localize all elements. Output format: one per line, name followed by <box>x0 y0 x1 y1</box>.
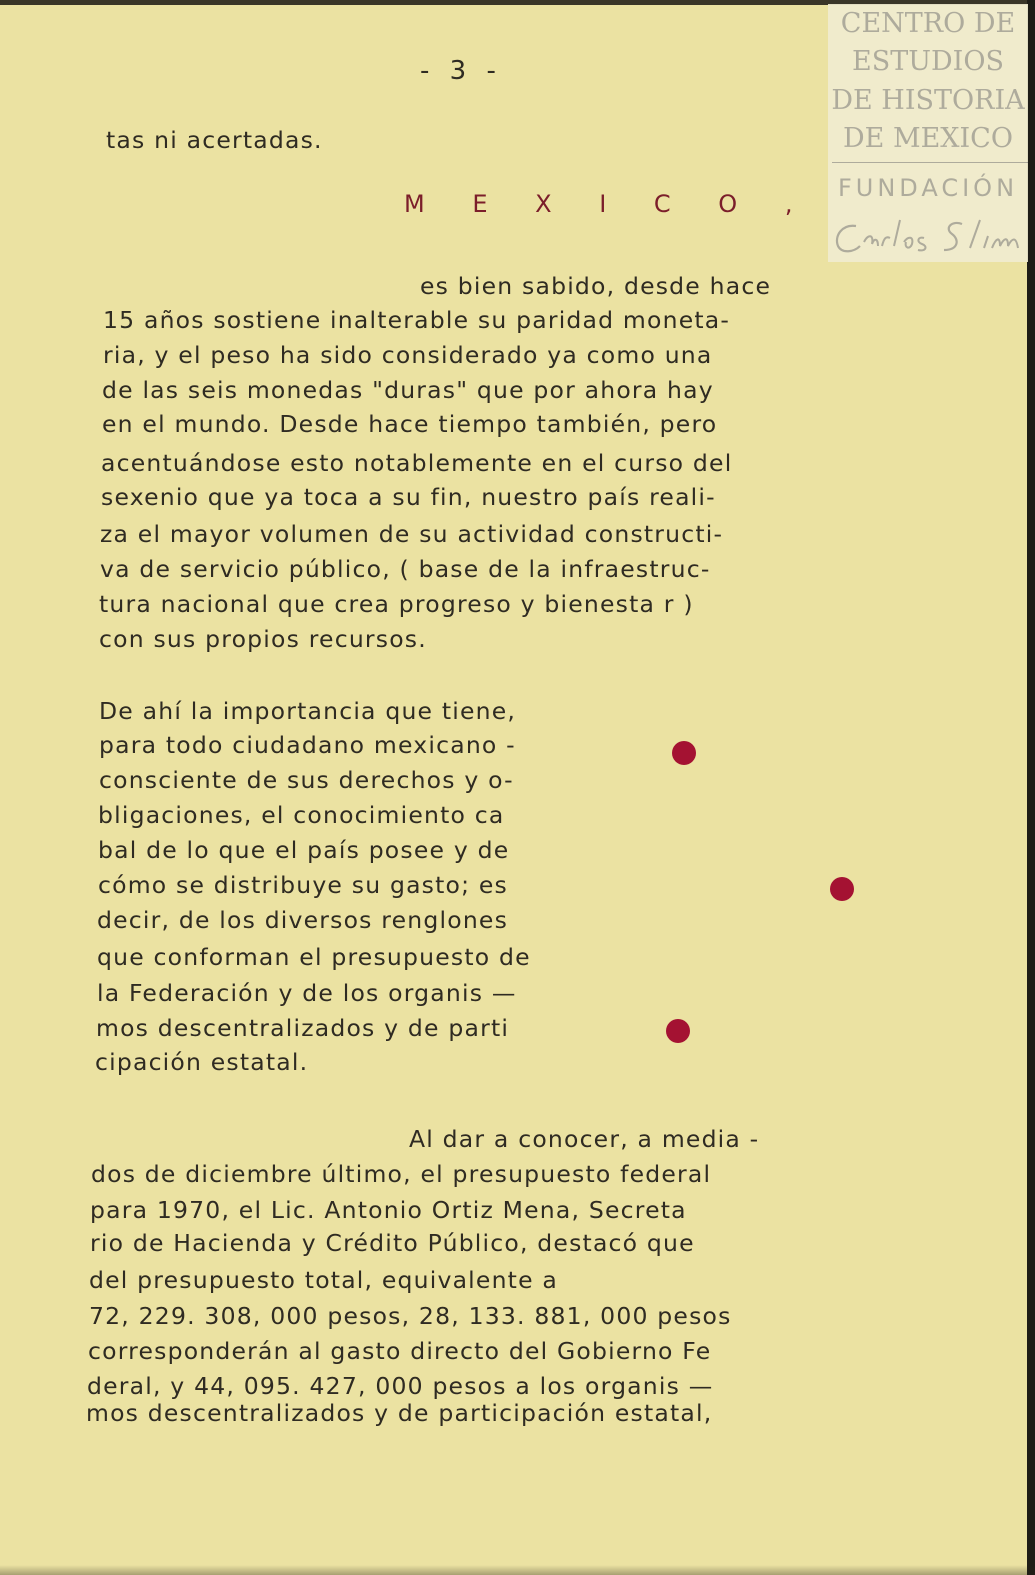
page-bottom-shadow <box>0 1565 1035 1575</box>
text-line: para 1970, el Lic. Antonio Ortiz Mena, Secreta <box>90 1196 687 1224</box>
archive-watermark <box>828 4 1028 262</box>
page-right-edge <box>1027 0 1035 1575</box>
text-line: es bien sabido, desde hace <box>420 272 772 300</box>
text-line: dos de diciembre último, el presupuesto federal <box>91 1160 712 1188</box>
text-line: tura nacional que crea progreso y bienesta r ) <box>99 590 694 618</box>
section-heading: M E X I C O , <box>404 190 813 218</box>
text-line: rio de Hacienda y Crédito Público, destacó que <box>90 1229 695 1257</box>
text-line: va de servicio público, ( base de la infraestruc- <box>100 555 711 583</box>
text-line: ria, y el peso ha sido considerado ya como una <box>103 341 713 369</box>
text-line: la Federación y de los organis — <box>97 979 517 1007</box>
text-line: para todo ciudadano mexicano - <box>99 731 516 759</box>
text-line: decir, de los diversos renglones <box>97 906 509 934</box>
text-line: cipación estatal. <box>95 1048 309 1076</box>
watermark-line-4: DE MEXICO <box>843 123 1013 154</box>
text-line: za el mayor volumen de su actividad constructi- <box>100 520 724 548</box>
watermark-divider <box>832 162 1028 163</box>
watermark-fundacion: FUNDACIÓN <box>837 174 1019 202</box>
text-line: del presupuesto total, equivalente a <box>89 1266 559 1294</box>
text-line: acentuándose esto notablemente en el curso del <box>101 449 733 477</box>
text-line: corresponderán al gasto directo del Gobierno Fe <box>88 1337 712 1365</box>
red-dot-marker <box>672 741 696 765</box>
watermark-line-2: ESTUDIOS <box>852 46 1004 77</box>
page-number: - 3 - <box>420 56 502 86</box>
text-line: tas ni acertadas. <box>106 126 323 154</box>
watermark-line-3: DE HISTORIA <box>831 85 1025 116</box>
text-line: de las seis monedas "duras" que por ahora hay <box>102 376 714 404</box>
text-line: 15 años sostiene inalterable su paridad moneta- <box>103 306 731 334</box>
text-line: que conforman el presupuesto de <box>97 943 531 971</box>
text-line: en el mundo. Desde hace tiempo también, pero <box>102 410 718 438</box>
text-line: mos descentralizados y de parti <box>96 1014 510 1042</box>
red-dot-marker <box>666 1019 690 1043</box>
text-line: 72, 229. 308, 000 pesos, 28, 133. 881, 000 pesos <box>89 1302 732 1330</box>
text-line: bligaciones, el conocimiento ca <box>98 801 505 829</box>
text-line: cómo se distribuye su gasto; es <box>98 871 508 899</box>
text-line: De ahí la importancia que tiene, <box>99 697 517 725</box>
text-line: sexenio que ya toca a su fin, nuestro país reali- <box>101 483 716 511</box>
red-dot-marker <box>830 877 854 901</box>
text-line: mos descentralizados y de participación estatal, <box>86 1399 713 1427</box>
text-line: bal de lo que el país posee y de <box>98 836 510 864</box>
watermark-line-1: CENTRO DE <box>840 8 1016 39</box>
text-line: Al dar a conocer, a media - <box>409 1125 760 1153</box>
text-line: consciente de sus derechos y o- <box>99 766 514 794</box>
text-line: con sus propios recursos. <box>99 625 427 653</box>
signature-logo <box>828 212 1028 260</box>
text-line: deral, y 44, 095. 427, 000 pesos a los organis — <box>87 1372 714 1400</box>
